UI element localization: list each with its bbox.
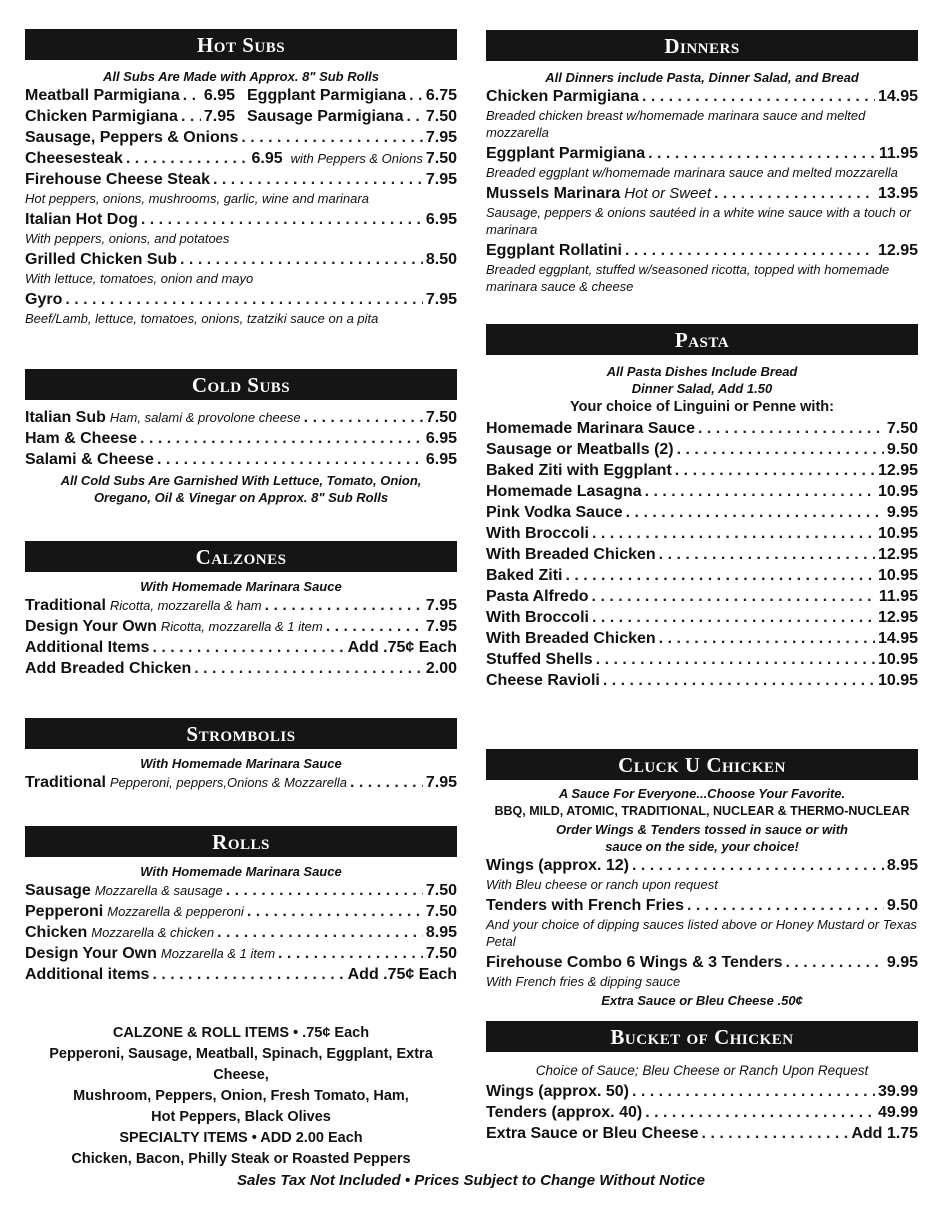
bucket-of-chicken-section [486,1021,918,1144]
item-description: Breaded chicken breast w/homemade marinara sauce and melted mozzarella [486,108,866,140]
menu-item: With Breaded Chicken . . . 14.95 [486,628,918,649]
item-description: With peppers, onions, and potatoes [25,231,230,246]
menu-item: Stuffed Shells . . . 10.95 [486,649,918,670]
item-description: Beef/Lamb, lettuce, tomatoes, onions, tzatziki sauce on a pita [25,311,379,326]
section-note: All Dinners include Pasta, Dinner Salad, and Bread [545,70,859,85]
menu-item: Gyro . . . 7.95 [25,289,457,310]
section-note: With Homemade Marinara Sauce [140,579,342,594]
item-pair [25,85,457,106]
hot-subs-section [25,29,457,329]
section-note: Choice of Sauce; Bleu Cheese or Ranch Upon Request [535,1063,869,1078]
extras-line: Hot Peppers, Black Olives [151,1109,331,1125]
section-note: With Homemade Marinara Sauce [140,864,342,879]
menu-item: Eggplant Parmigiana . . . 11.95 [486,143,918,164]
menu-item: Traditional Pepperoni, peppers,Onions & Mozzarella . . . 7.95 [25,772,457,793]
section-title: Rolls [25,826,457,857]
menu-item: With Broccoli . . . 12.95 [486,607,918,628]
menu-item: Sausage Mozzarella & sausage . . . 7.50 [25,880,457,901]
menu-item: Salami & Cheese . . . 6.95 [25,449,457,470]
extras-line: Pepperoni, Sausage, Meatball, Spinach, Eggplant, Extra Cheese, [49,1046,433,1083]
menu-item: Sausage or Meatballs (2) . . . 9.50 [486,439,918,460]
menu-item: Firehouse Combo 6 Wings & 3 Tenders . . . 9.95 [486,952,918,973]
menu-item: Chicken Parmigiana . . . 7.95 [25,106,241,127]
section-note: Dinner Salad, Add 1.50 [631,381,773,396]
menu-item: Eggplant Parmigiana . . . 6.75 [241,85,457,106]
item-pair [25,106,457,127]
extras-line: Mushroom, Peppers, Onion, Fresh Tomato, Ham, [73,1088,409,1104]
section-title: Bucket of Chicken [486,1021,918,1052]
item-description: With Bleu cheese or ranch upon request [486,877,718,892]
extra-items-block [25,1023,457,1170]
section-note: BBQ, MILD, ATOMIC, TRADITIONAL, NUCLEAR & THERMO-NUCLEAR [494,804,910,818]
cold-subs-section [25,369,457,506]
menu-item: Eggplant Rollatini . . . 12.95 [486,240,918,261]
section-title: Strombolis [25,718,457,749]
menu-item: Wings (approx. 12) . . . 8.95 [486,855,918,876]
section-title: Cold Subs [25,369,457,400]
strombolis-section [25,718,457,793]
rolls-section [25,826,457,985]
menu-item: Baked Ziti . . . 10.95 [486,565,918,586]
section-note: All Pasta Dishes Include Bread [606,364,798,379]
item-description: With lettuce, tomatoes, onion and mayo [25,271,254,286]
menu-item: Ham & Cheese . . . 6.95 [25,428,457,449]
menu-item: Pepperoni Mozzarella & pepperoni . . . 7.50 [25,901,457,922]
section-title: Hot Subs [25,29,457,60]
menu-item: Additional Items . . . Add .75¢ Each [25,637,457,658]
section-note: All Subs Are Made with Approx. 8" Sub Rolls [102,69,380,84]
section-note: sauce on the side, your choice! [605,839,799,854]
menu-item: Cheese Ravioli . . . 10.95 [486,670,918,691]
section-title: Dinners [486,30,918,61]
menu-item: Cheesesteak . . . 6.95 with Peppers & Onions 7.50 [25,148,457,169]
section-note: A Sauce For Everyone...Choose Your Favorite. [558,786,846,801]
item-description: With French fries & dipping sauce [486,974,681,989]
menu-item: Design Your Own Ricotta, mozzarella & 1 item . . . 7.95 [25,616,457,637]
menu-item: Italian Sub Ham, salami & provolone cheese . . . 7.50 [25,407,457,428]
menu-item: Wings (approx. 50) . . . 39.99 [486,1081,918,1102]
calzones-section [25,541,457,679]
menu-item: Mussels Marinara Hot or Sweet . . . 13.95 [486,183,918,204]
menu-item: Design Your Own Mozzarella & 1 item . . . 7.50 [25,943,457,964]
extras-line: Chicken, Bacon, Philly Steak or Roasted Peppers [71,1151,411,1167]
extras-line: SPECIALTY ITEMS • ADD 2.00 Each [119,1130,363,1146]
section-title: Calzones [25,541,457,572]
menu-item: Sausage, Peppers & Onions . . . 7.95 [25,127,457,148]
cluck-u-chicken-section [486,749,918,1009]
item-description: Hot peppers, onions, mushrooms, garlic, wine and marinara [25,191,369,206]
menu-item: Firehouse Cheese Steak . . . 7.95 [25,169,457,190]
menu-item: Sausage Parmigiana . . . 7.50 [241,106,457,127]
section-note: Your choice of Linguini or Penne with: [570,399,834,415]
section-note: Extra Sauce or Bleu Cheese .50¢ [601,993,803,1008]
pasta-section [486,324,918,691]
item-description: Sausage, peppers & onions sautéed in a white wine sauce with a touch or marinara [486,205,911,237]
section-title: Cluck U Chicken [486,749,918,780]
menu-item: Pasta Alfredo . . . 11.95 [486,586,918,607]
item-description: And your choice of dipping sauces listed above or Honey Mustard or Texas Petal [486,917,917,949]
menu-item: Traditional Ricotta, mozzarella & ham . . . 7.95 [25,595,457,616]
menu-item: Tenders with French Fries . . . 9.50 [486,895,918,916]
menu-item: Additional items . . . Add .75¢ Each [25,964,457,985]
extras-line: CALZONE & ROLL ITEMS • .75¢ Each [112,1025,370,1041]
footer-note: Sales Tax Not Included • Prices Subject to Change Without Notice [237,1172,705,1189]
menu-item: Extra Sauce or Bleu Cheese . . . Add 1.75 [486,1123,918,1144]
section-title: Pasta [486,324,918,355]
menu-item: Italian Hot Dog . . . 6.95 [25,209,457,230]
menu-item: Baked Ziti with Eggplant . . . 12.95 [486,460,918,481]
menu-item: With Broccoli . . . 10.95 [486,523,918,544]
menu-item: Grilled Chicken Sub . . . 8.50 [25,249,457,270]
menu-item: Pink Vodka Sauce . . . 9.95 [486,502,918,523]
item-description: Breaded eggplant w/homemade marinara sauce and melted mozzarella [486,165,898,180]
menu-item: Chicken Mozzarella & chicken . . . 8.95 [25,922,457,943]
section-note: With Homemade Marinara Sauce [140,756,342,771]
menu-item: Add Breaded Chicken . . . 2.00 [25,658,457,679]
section-note: Order Wings & Tenders tossed in sauce or with [556,822,848,837]
menu-item: Meatball Parmigiana . . . 6.95 [25,85,241,106]
section-note: All Cold Subs Are Garnished With Lettuce, Tomato, Onion, Oregano, Oil & Vinegar on Approx. 8" Sub Rolls [60,473,422,505]
menu-item: Chicken Parmigiana . . . 14.95 [486,86,918,107]
dinners-section [486,30,918,297]
menu-item: Homemade Lasagna . . . 10.95 [486,481,918,502]
menu-item: With Breaded Chicken . . . 12.95 [486,544,918,565]
menu-item: Homemade Marinara Sauce . . . 7.50 [486,418,918,439]
item-description: Breaded eggplant, stuffed w/seasoned ricotta, topped with homemade marinara sauce & cheese [486,262,890,294]
menu-item: Tenders (approx. 40) . . . 49.99 [486,1102,918,1123]
